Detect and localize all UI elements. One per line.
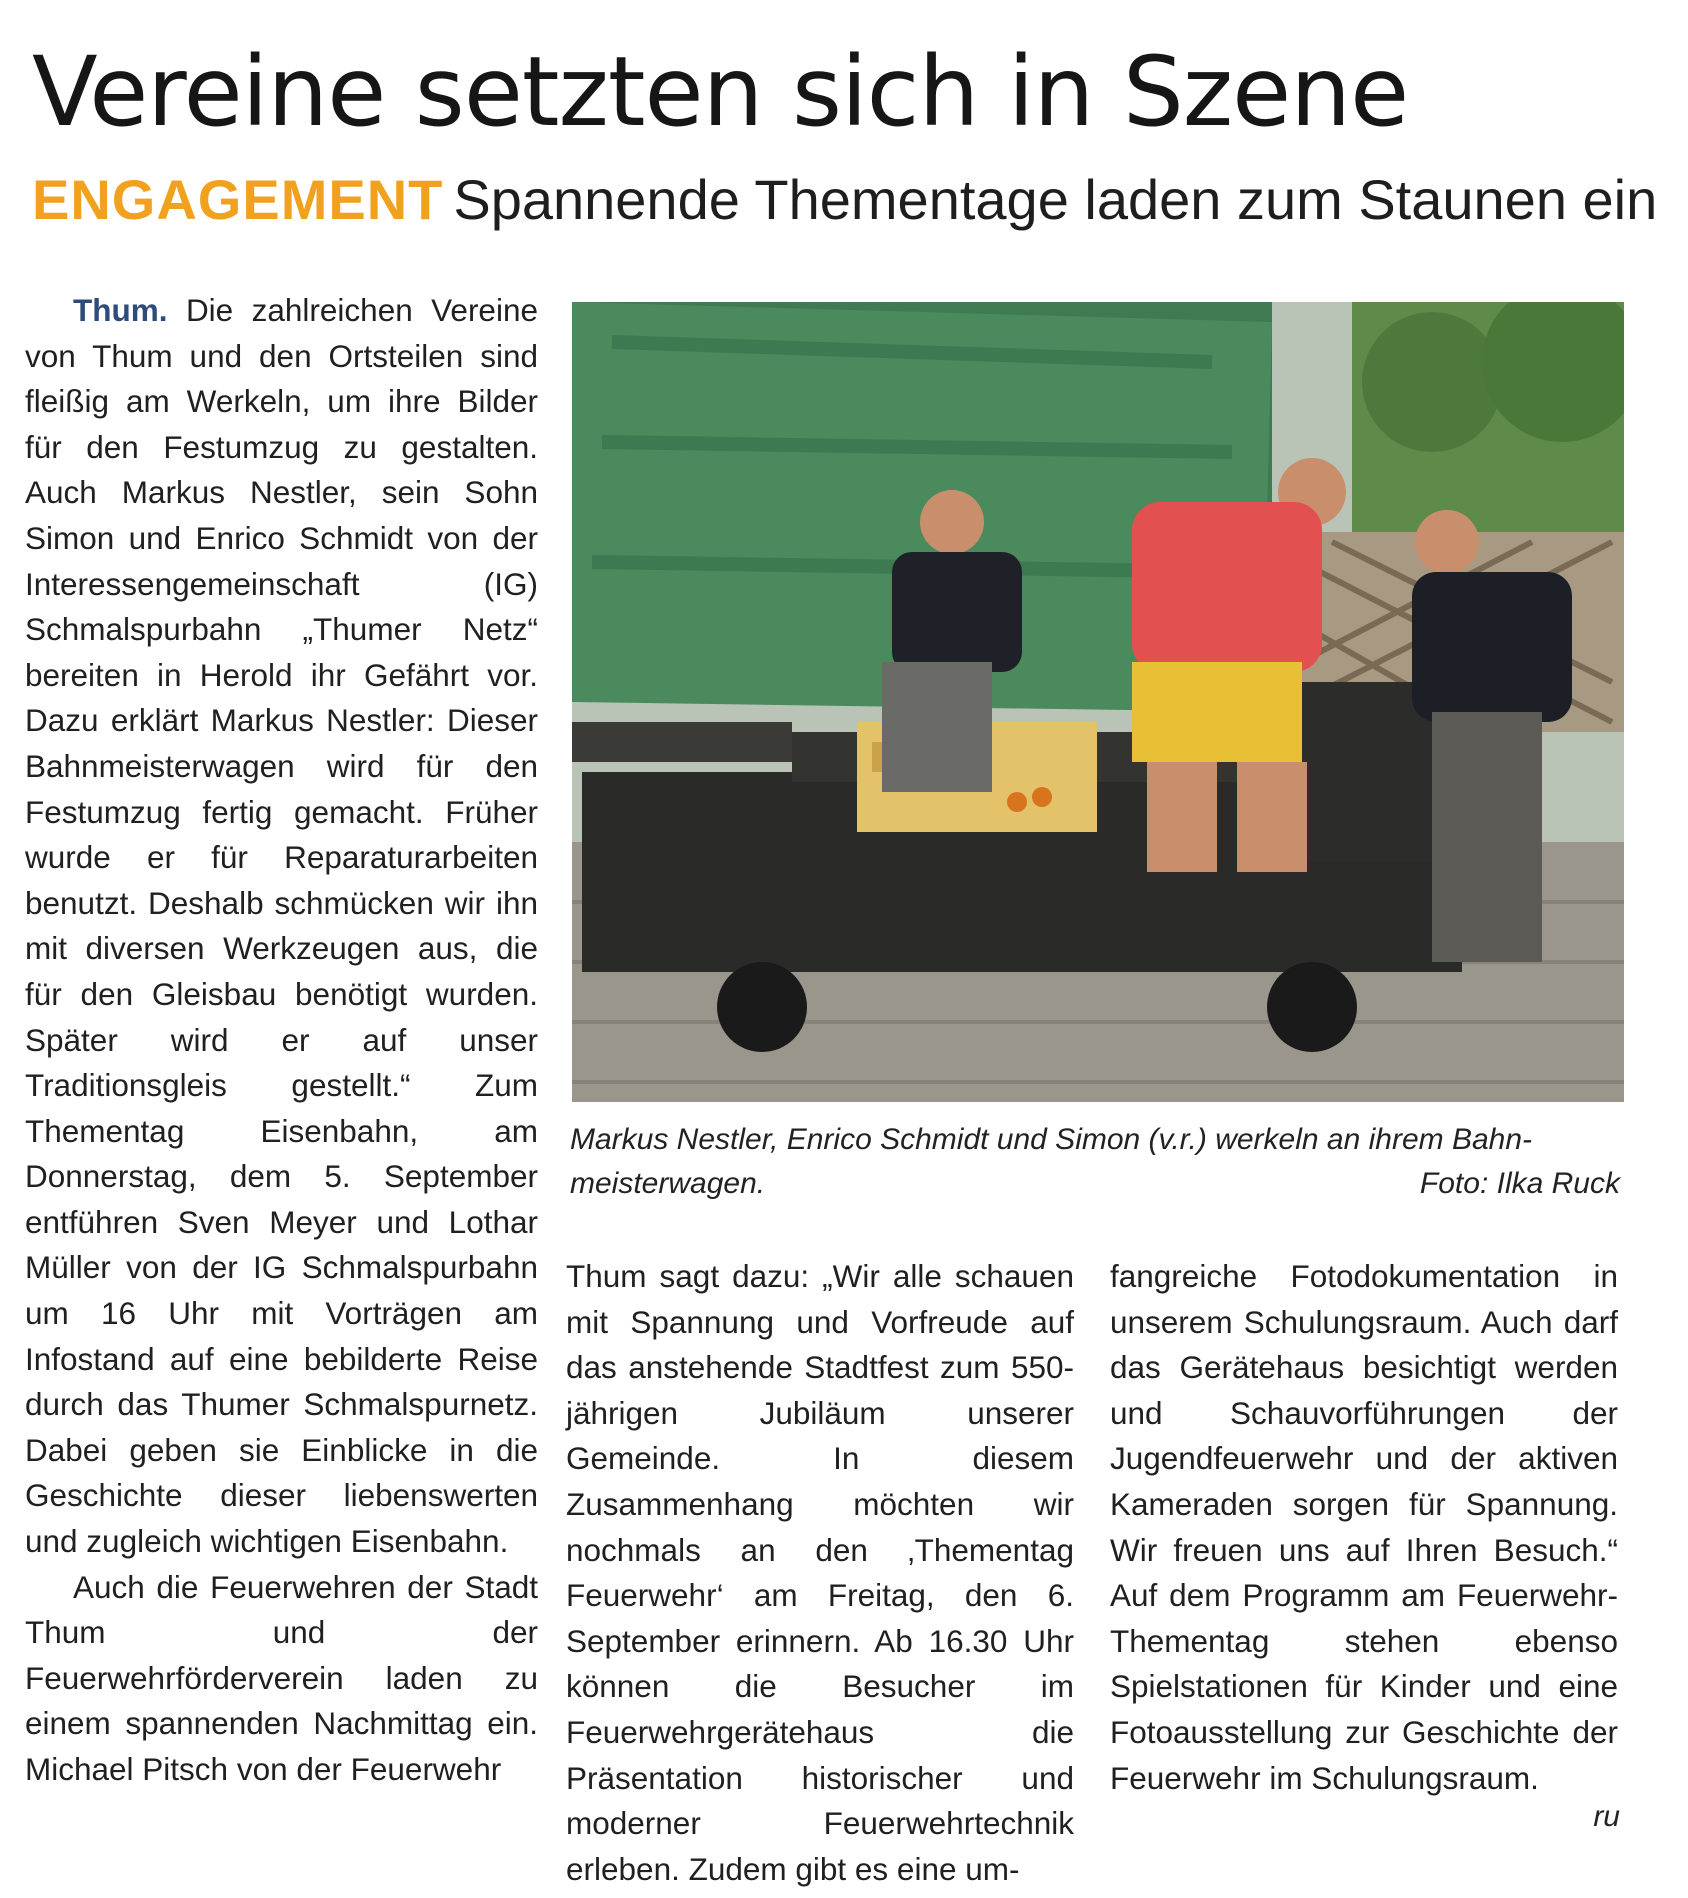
article-column-2	[566, 1254, 1074, 1892]
photo-illustration	[572, 302, 1624, 1102]
paragraph: Auch die Feuerwehren der Stadt Thum und der Feuerwehrförderverein laden zu einem spannenden Nachmittag ein. Michael Pitsch von der Feuerwehr	[25, 1568, 538, 1787]
caption-line-1: Markus Nestler, Enrico Schmidt und Simon (v.r.) werkeln an ihrem Bahn-	[570, 1123, 1533, 1156]
subheadline	[32, 168, 1658, 232]
kicker: ENGAGEMENT	[32, 168, 444, 231]
photo-credit: Foto: Ilka Ruck	[1419, 1167, 1620, 1200]
caption-line-2: meisterwagen.	[570, 1167, 766, 1200]
photo-caption	[570, 1118, 1620, 1206]
article-column-3	[1110, 1254, 1618, 1801]
paragraph: Thum sagt dazu: „Wir alle schauen mit Spannung und Vorfreude auf das anstehende Stadtfest zum 550-jährigen Jubiläum unserer Gemeinde. In diesem Zusammenhang möchten wir nochmals an den ‚Thementag Feuerwehr‘ am Freitag, den 6. September erinnern. Ab 16.30 Uhr können die Besucher im Feuerwehrgerätehaus die Präsentation historischer und moderner Feuerwehrtechnik erleben. Zudem gibt es eine um-	[566, 1258, 1074, 1887]
article-photo	[572, 302, 1624, 1102]
paragraph-text: Die zahlreichen Vereine von Thum und den Ortsteilen sind fleißig am Werkeln, um ihre Bilder für den Festumzug zu gestalten. Auch Markus Nestler, sein Sohn Simon und Enrico Schmidt von der Interessengemeinschaft (IG) Schmalspurbahn „Thumer Netz“ bereiten in Herold ihr Gefährt vor. Dazu erklärt Markus Nestler: Dieser Bahnmeisterwagen wird für den Festumzug fertig gemacht. Früher wurde er für Reparaturarbeiten benutzt. Deshalb schmücken wir ihn mit diversen Werkzeugen aus, die für den Gleisbau benötigt wurden. Später wird er auf unser Traditionsgleis gestellt.“ Zum Thementag Eisenbahn, am Donnerstag, dem 5. September entführen Sven Meyer und Lothar Müller von der IG Schmalspurbahn um 16 Uhr mit Vorträgen am Infostand auf eine bebilderte Reise durch das Thumer Schmalspurnetz. Dabei geben sie Einblicke in die Geschichte dieser liebenswerten und zugleich wichtigen Eisenbahn.	[25, 292, 538, 1560]
paragraph	[25, 288, 538, 1565]
headline: Vereine setzten sich in Szene	[32, 36, 1409, 148]
subheadline-text: Spannende Thementage laden zum Staunen ein	[453, 168, 1658, 231]
dateline: Thum.	[73, 292, 168, 328]
author-initials: ru	[1593, 1800, 1620, 1833]
paragraph: fangreiche Fotodokumentation in unserem Schulungsraum. Auch darf das Gerätehaus besichtigt werden und Schauvorführungen der Jugendfeuerwehr und der aktiven Kameraden sorgen für Spannung. Wir freuen uns auf Ihren Besuch.“ Auf dem Programm am Feuerwehr-Thementag stehen ebenso Spielstationen für Kinder und eine Fotoausstellung zur Geschichte der Feuerwehr im Schulungsraum.	[1110, 1258, 1618, 1796]
article-column-1	[25, 288, 538, 1793]
